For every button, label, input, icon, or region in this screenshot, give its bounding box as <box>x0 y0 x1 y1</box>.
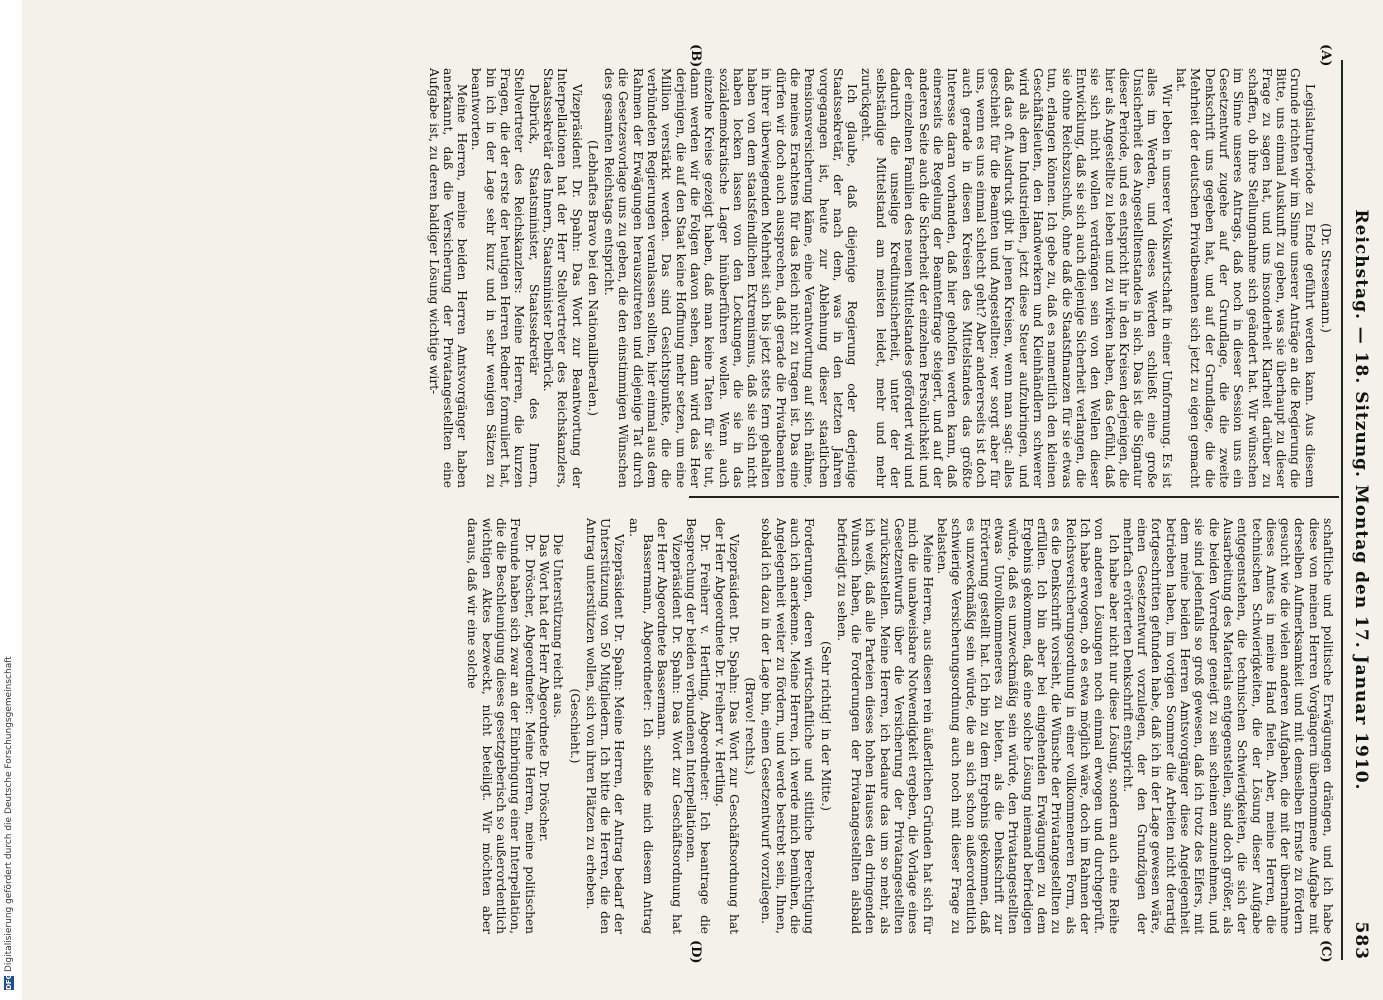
right-column <box>465 518 1335 934</box>
credit-sidebar <box>0 0 22 1000</box>
paragraph: Ich habe aber nicht nur diese Lösung, sondern auch eine Reihe von anderen Lösungen noch einmal erwogen und durchgeprüft. Ich habe erwogen, ob es etwa möglich wäre, doch im Rahmen der Reichsversicherungsordnung in einer vollkommeneren Form, als es die Denkschrift vorsieht, die Wünsche der Privatangestellten zu erfüllen. Ich bin aber bei eingehenden Erwägungen zu dem Ergebnis gekommen, daß eine solche Lösung niemand befriedigen würde, daß es unzweckmäßig sein würde, den Privatangestellten etwas Unvollkommeneres zu bieten, als die Denkschrift zur Erörterung gestellt hat. Ich bin zu dem Ergebnis gekommen, daß es unzweckmäßig sein würde, die an sich schon außerordentlich schwierige Versicherungsordnung auch noch mit dieser Frage zu belasten. <box>934 518 1121 934</box>
paragraph: Vizepräsident Dr. Spahn: Das Wort zur Geschäftsordnung hat der Herr Abgeordnete Dr. Freiherr v. Hertling. <box>712 518 741 934</box>
header-rule <box>1341 60 1343 960</box>
paragraph: Die Unterstützung reicht aus. <box>551 534 566 719</box>
paragraph: Forderungen, deren wirtschaftliche und sittliche Berechtigung auch ich anerkenne. Meine Herren, ich werde mich bemühen, die Angelegenheit weiter zu fördern, und werde bestrebt sein, Ihnen, sobald ich dazu in der Lage bin, einen Gesetzentwurf vorzulegen. <box>759 518 817 934</box>
margin-marker-b: (B) <box>688 44 703 68</box>
paragraph: Meine Herren, aus diesen rein äußerlichen Gründen hat sich für mich die unabweisbare Notwendigkeit ergeben, die Vorlage eines Gesetzentwurfs über die Versicherung der Privatangestellten zurückzustellen. Meine Herren, ich bedaure das um so mehr, als ich weiß, daß alle Parteien dieses hohen Hauses den dringenden Wunsch haben, die Forderungen der Privatangestellten alsbald befriedigt zu sehen. <box>834 518 935 934</box>
interjection: (Sehr richtig! in der Mitte.) <box>818 641 833 811</box>
paragraph: Dr. Dröscher, Abgeordneter: Meine Herren, meine politischen Freunde haben sich zwar an der Einbringung einer Interpellation, die die Beschleunigung dieses gesetzgeberisch so außerordentlich wichtigen Aktes bezweckt, nicht beteiligt. Wir möchten aber daraus, daß wir eine solche <box>465 518 537 934</box>
margin-marker-c: (C) <box>1318 940 1333 963</box>
running-title: Reichstag. — 18. Sitzung. Montag den 17. Januar 1910. <box>1351 209 1371 791</box>
paragraph: Vizepräsident Dr. Spahn: Das Wort zur Geschäftsordnung hat der Herr Abgeordnete Bassermann. <box>655 518 684 934</box>
margin-marker-a: (A) <box>1318 44 1333 67</box>
column-divider <box>689 496 1339 498</box>
credit-text: Digitalisierung gefördert durch die Deutsche Forschungsgemeinschaft <box>4 656 14 972</box>
speaker-note: (Dr. Stresemann.) <box>1319 223 1333 333</box>
paragraph: Ich glaube, daß diejenige Regierung oder derjenige Staatssekretär, der nach dem, was in den letzten Jahren vorgegangen ist, heute zur Ablehnung dieser staatlichen Pensionsversicherung käme, eine Verantwortung auf sich nähme, die meines Erachtens für das Reich nicht zu tragen ist. Das eine dürfen wir doch auch aussprechen, daß gerade die Privatbeamten in ihrer überwiegenden Mehrheit sich bis jetzt stets fern gehalten haben von dem staatsfeindlichen Extremismus, daß sie sich nicht haben locken lassen von den Lockungen, die sie in das sozialdemokratische Lager hinüberführen wollen. Wenn auch einzelne Kreise gezeigt haben, daß man keine Taten für sie tut, dann werden wir die Folgen davon sehen, dann wird das Heer derjenigen, die auf den Staat keine Hoffnung mehr setzen, um eine Million verstärkt werden. Das sind Gesichtspunkte, die die verbündeten Regierungen veranlassen sollten, hier einmal aus dem Rahmen der Erwägungen herauszutreten und diejenige Tat durch die Gesetzesvorlage uns zu geben, die den einstimmigen Wünschen des gesamten Reichstags entspricht. <box>602 68 860 488</box>
running-header <box>1345 40 1371 960</box>
left-column <box>426 68 1335 488</box>
paragraph: Meine Herren, meine beiden Herren Amtsvorgänger haben anerkannt, daß die Versicherung der Privatangestellten eine Aufgabe ist, zu deren baldiger Lösung wichtige wirt- <box>426 68 470 488</box>
paragraph: Dr. Freiherr v. Hertling, Abgeordneter: Ich beantrage die Besprechung der beiden verbundenen Interpellationen. <box>683 518 713 934</box>
margin-marker-d: (D) <box>688 940 703 964</box>
interjection: (Geschieht.) <box>567 688 582 764</box>
paragraph: Wir leben in unserer Volkswirtschaft in einer Umformung. Es ist alles im Werden, und dieses Werden schließt eine große Unsicherheit des Angestelltenstandes in sich. Das ist die Signatur dieser Periode, und es entspricht ihr in den Kreisen derjenigen, die hier als Angestellte zu leben und zu wirken haben, das Gefühl, daß sie sich nicht wollen verdrängen sein von den Wellen dieser Entwicklung, daß sie sich auch diejenige Sicherheit verlangen, die sie ohne Reichszuschuß, ohne daß die Staatsfinanzen für sie etwas tun, erlangen können. Ich gebe zu, daß es namentlich den kleinen Geschäftsleuten, den Handwerkern und Kleinhändlern schwerer wird als dem Industriellen, jetzt diese Steuer aufzubringen, und daß das oft Ausdruck gibt in jenen Kreisen, wenn man sagt: alles geschieht für die Beamten und Angestellten; wer sorgt aber für uns, wenn es uns einmal schlecht geht? Aber andererseits ist doch auch gerade in diesen Kreisen des Mittelstandes das größte Interesse daran vorhanden, daß hier geholfen werden kann, daß einerseits die Regelung der Beamtenfrage steigert, und auf der anderen Seite auch die Sicherheit der einzelnen Persönlichkeit und der einzelnen Familien des neuen Mittelstandes gefördert wird und dadurch die unselige Kreditunsicherheit, unter der der selbständige Mittelstand am meisten leidet, mehr und mehr zurückgeht. <box>859 68 1174 488</box>
paragraph: Vizepräsident Dr. Spahn: Meine Herren, der Antrag bedarf der Unterstützung von 50 Mitgliedern. Ich bitte die Herren, die den Antrag unterstützen wollen, sich von ihren Plätzen zu erheben. <box>583 518 627 934</box>
paragraph: Legislaturperiode zu Ende geführt werden kann. Aus diesem Grunde richten wir im Sinne unserer Anträge an die Regierung die Bitte, uns einmal Auskunft zu geben, was sie überhaupt zu dieser Frage zu sagen hat, und uns insonderheit Klarheit darüber zu schaffen, ob ihre Stellungnahme sich geändert hat. Wir wünschen im Sinne unseres Antrags, daß noch in dieser Session uns ein Gesetzentwurf zugehe auf der Grundlage, die die zweite Denkschrift uns gegeben hat, und auf der Grundlage, die die Mehrheit der deutschen Privatbeamten sich jetzt zu eigen gemacht hat. <box>1174 68 1317 488</box>
interjection: (Bravo! rechts.) <box>743 677 758 775</box>
paragraph: Bassermann, Abgeordneter: Ich schließe mich diesem Antrag an. <box>626 518 656 934</box>
page-number: 583 <box>1351 921 1371 960</box>
dfg-logo-icon: DFG <box>5 973 13 990</box>
digitization-credit <box>4 656 404 990</box>
paragraph: Delbrück, Staatsminister, Staatssekretär des Innern, Stellvertreter des Reichskanzlers: Meine Herren, die kurzen Fragen, die der erste der heutigen Herren Redner formuliert hat, bin ich in der Lage sehr kurz und in sehr wenigen Sätzen zu beantworten. <box>469 68 541 488</box>
paragraph: Vizepräsident Dr. Spahn: Das Wort zur Beantwortung der Interpellationen hat der Herr Stellvertreter des Reichskanzlers, Staatssekretär des Innern, Staatsminister Delbrück. <box>540 68 584 488</box>
applause-note: (Lebhaftes Bravo bei den Nationalliberalen.) <box>585 140 600 416</box>
paragraph: Das Wort hat der Herr Abgeordnete Dr. Dröscher. <box>536 534 551 842</box>
paragraph: schaftliche und politische Erwägungen drängen, und ich habe diese von meinen Herren Vorgängern übernommene Aufgabe mit derselben Aufmerksamkeit und mit demselben Ernste zu fördern gesucht wie die vielen anderen Aufgaben, die mit der übernahme dieses Amtes in meine Hand fielen. Aber, meine Herren, die technischen Schwierigkeiten, die der Lösung dieser Aufgabe entgegenstehen, die technischen Schwierigkeiten, die sich der Ausarbeitung des Materials entgegenstellen, sind doch größer, als die beiden Vorredner geneigt zu sein scheinen anzunehmen, und sie sind jedenfalls so groß gewesen, daß ich trotz des Eifers, mit dem meine beiden Herren Amtsvorgänger diese Angelegenheit betrieben haben, im vorigen Sommer die Arbeiten nicht derartig fortgeschritten gefunden habe, daß ich in der Lage gewesen wäre, einen Gesetzentwurf vorzulegen, der den Grundzügen der mehrfach erörterten Denkschrift entspricht. <box>1120 518 1335 934</box>
